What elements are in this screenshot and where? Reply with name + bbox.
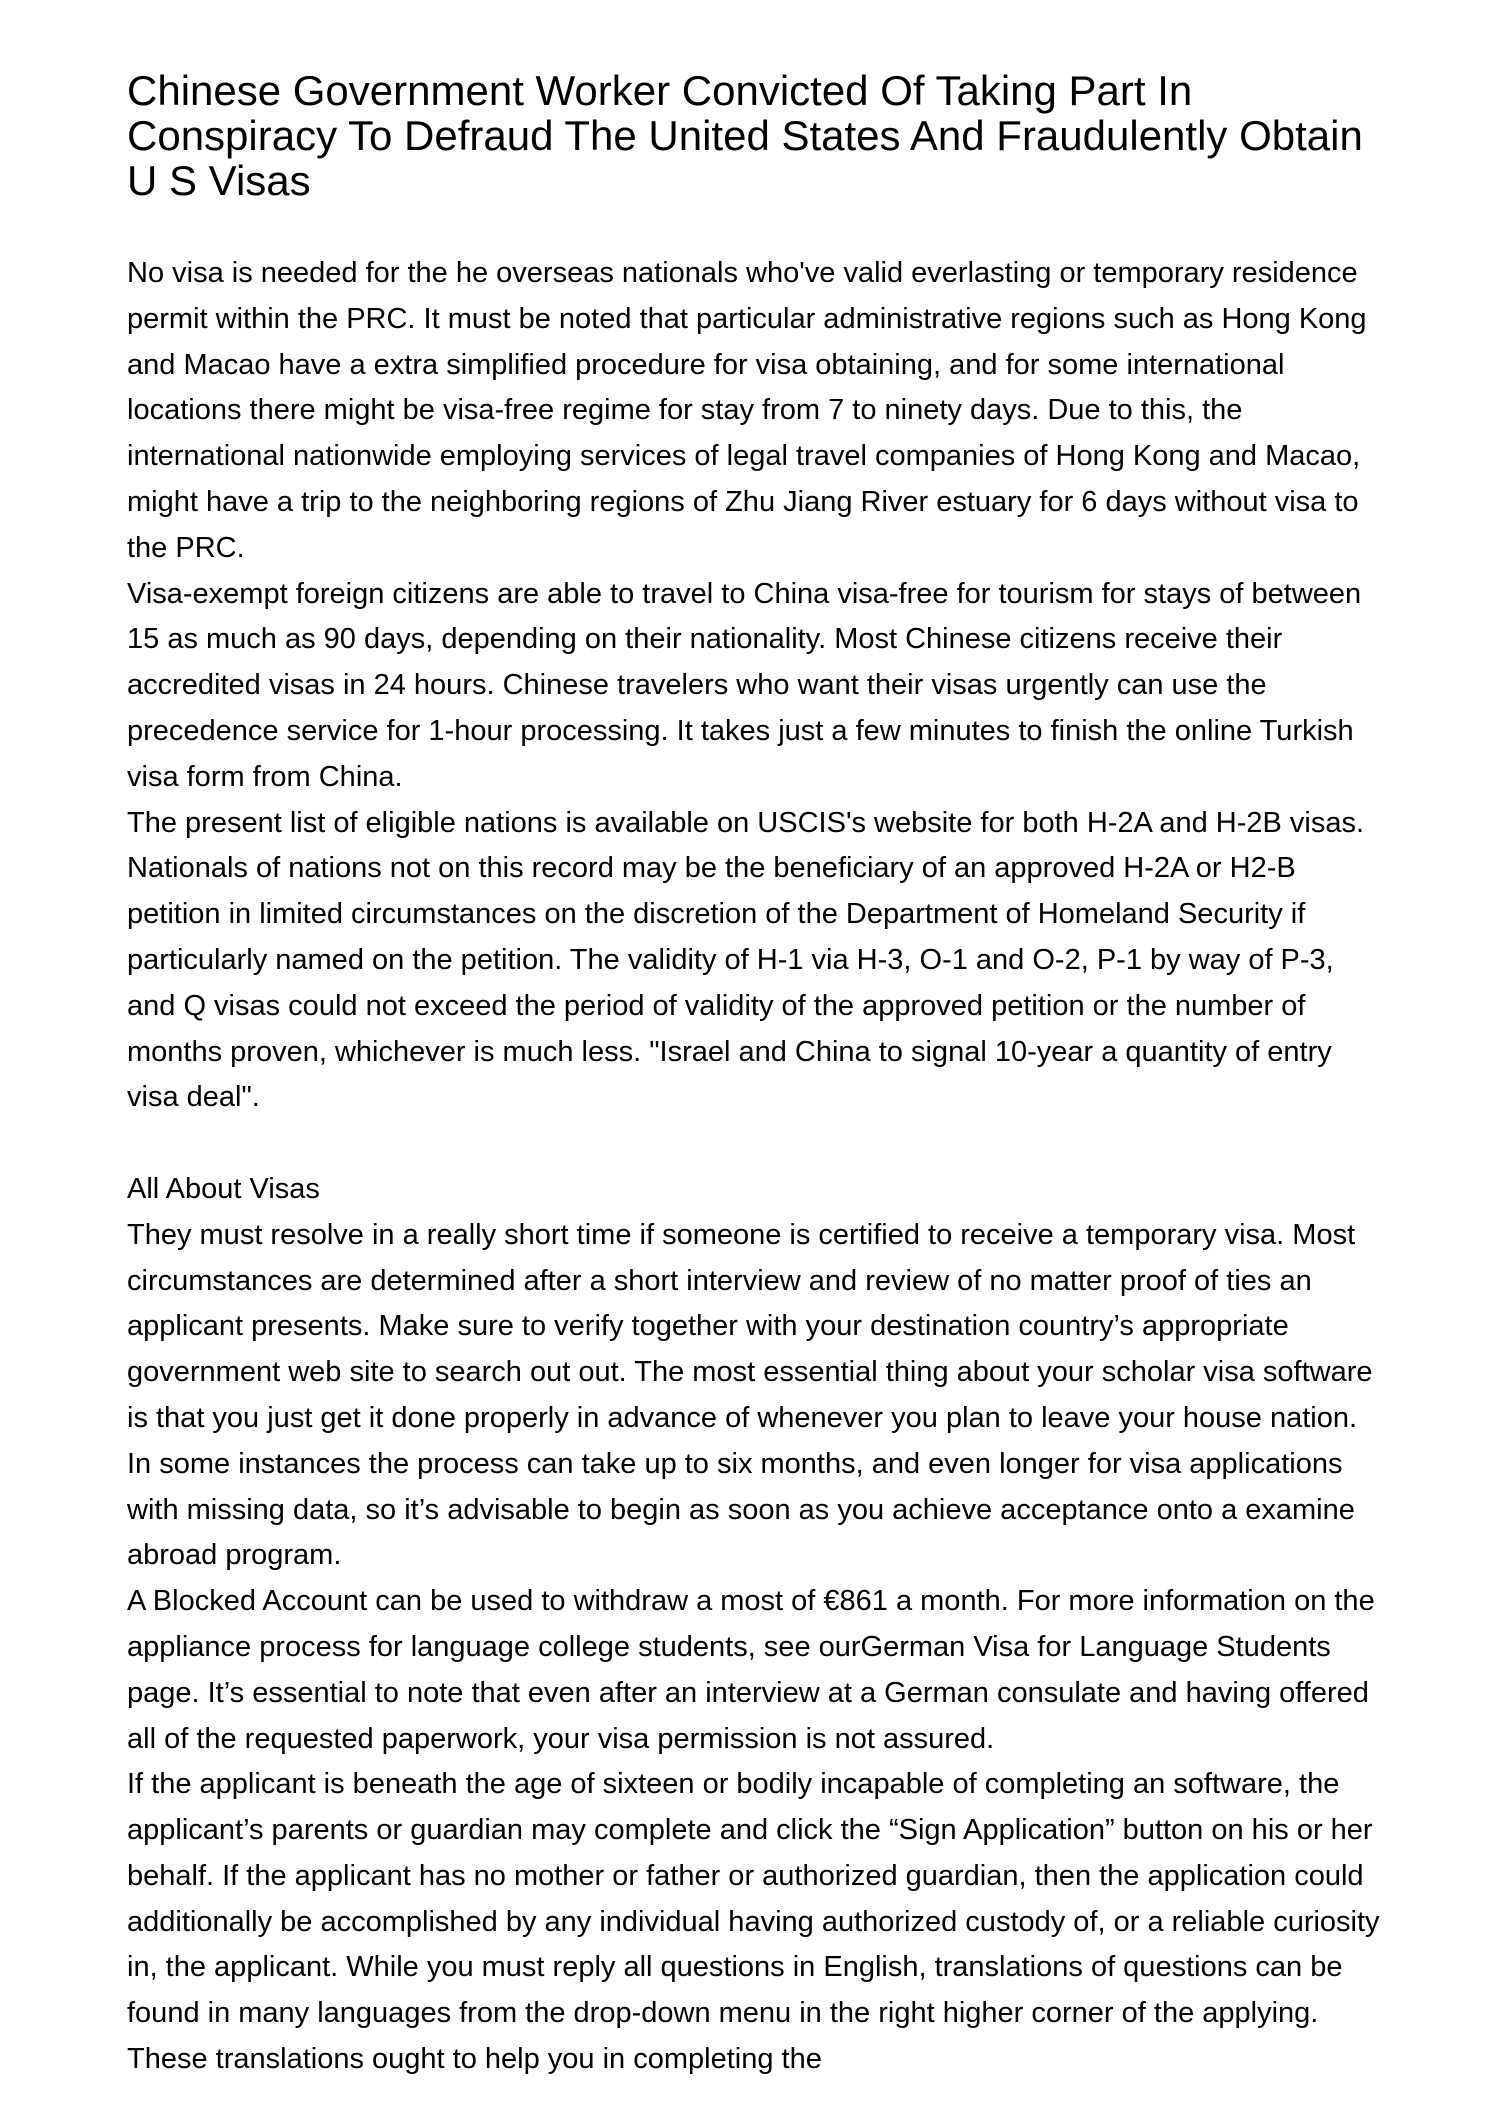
paragraph: The present list of eligible nations is available on USCIS's website for both H-2A and H-2B visas. Nationals of nations not on this record may be the beneficiary of an approved H-2A or H2-B petition in limited circumstances on the discretion of the Department of Homeland Security if particularly named on the petition. The validity of H-1 via H-3, O-1 and O-2, P-1 by way of P-3, and Q visas could not exceed the period of validity of the approved petition or the number of months proven, whichever is much less. "Israel and China to signal 10-year a quantity of entry visa deal". [127, 806, 1365, 1114]
paragraph: If the applicant is beneath the age of sixteen or bodily incapable of completing an software, the applicant’s parents or guardian may complete and click the “Sign Application” button on his or her behalf. If the applicant has no mother or father or authorized guardian, then the application could additionally be accomplished by any individual having authorized custody of, or a reliable curiosity in, the applicant. While you must reply all questions in English, translations of questions can be found in many languages from the drop-down menu in the right higher corner of the applying. These translations ought to help you in completing the [127, 1768, 1380, 2076]
paragraph: A Blocked Account can be used to withdraw a most of €861 a month. For more information on the appliance process for language college students, see ourGerman Visa for Language Students page. It’s essential to note that even after an interview at a German consulate and having offered all of the requested paperwork, your visa permission is not assured. [127, 1585, 1375, 1755]
section-heading: All About Visas [127, 1172, 320, 1205]
paragraph: They must resolve in a really short time if someone is certified to receive a temporary visa. Most circumstances are determined after a short interview and review of no matter proof of ties an applicant presents. Make sure to verify together with your destination country’s appropriate government web site to search out out. The most essential thing about your scholar visa software is that you just get it done properly in advance of whenever you plan to leave your house nation. In some instances the process can take up to six months, and even longer for visa applications with missing data, so it’s advisable to begin as soon as you achieve acceptance onto a examine abroad program. [127, 1218, 1373, 1572]
section-intro [127, 251, 1389, 1121]
section-spacer [127, 1121, 1389, 1167]
section-all-about-visas [127, 1167, 1389, 2083]
paragraph: No visa is needed for the he overseas nationals who've valid everlasting or temporary residence permit within the PRC. It must be noted that particular administrative regions such as Hong Kong and Macao have a extra simplified procedure for visa obtaining, and for some international locations there might be visa-free regime for stay from 7 to ninety days. Due to this, the international nationwide employing services of legal travel companies of Hong Kong and Macao, might have a trip to the neighboring regions of Zhu Jiang River estuary for 6 days without visa to the PRC. [127, 257, 1367, 564]
paragraph: Visa-exempt foreign citizens are able to travel to China visa-free for tourism for stays of between 15 as much as 90 days, depending on their nationality. Most Chinese citizens receive their accredited visas in 24 hours. Chinese travelers who want their visas urgently can use the precedence service for 1-hour processing. It takes just a few minutes to finish the online Turkish visa form from China. [127, 577, 1362, 793]
document-title: Chinese Government Worker Convicted Of Taking Part In Conspiracy To Defraud The United States And Fraudulently Obtain U S Visas [127, 67, 1363, 204]
document-page [127, 68, 1389, 2083]
